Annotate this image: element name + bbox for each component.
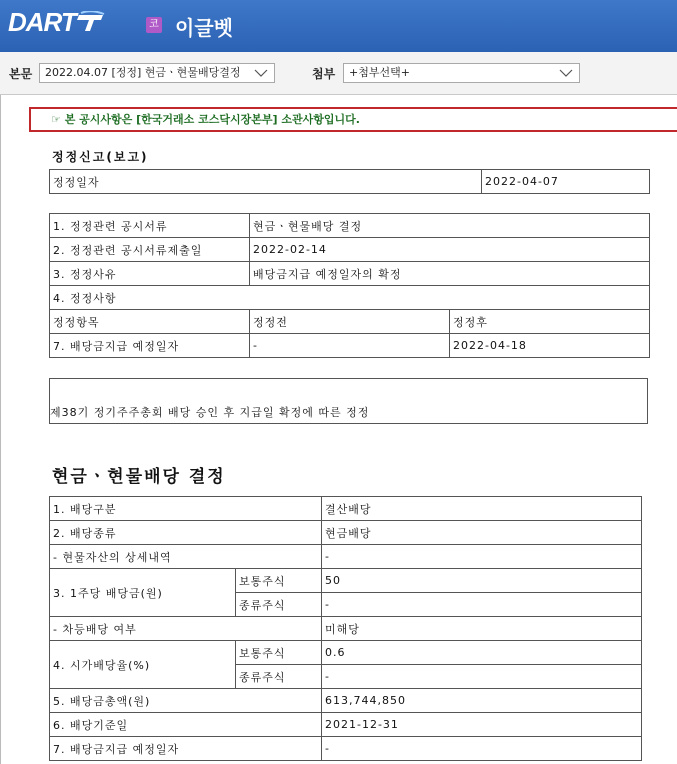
- correction-remark-box: [49, 378, 648, 424]
- cell-label: 7. 배당금지급 예정일자: [50, 737, 322, 761]
- chevron-down-icon: [254, 68, 268, 78]
- cell-label: 7. 배당금지급 예정일자: [50, 334, 250, 358]
- column-header: 정정전: [250, 310, 450, 334]
- table-row: [50, 641, 642, 665]
- cell-label: 1. 배당구분: [50, 497, 322, 521]
- logo-swoosh-icon: [77, 11, 105, 33]
- cell-label: 3. 1주당 배당금(원): [50, 569, 236, 617]
- cell-label: 4. 시가배당율(%): [50, 641, 236, 689]
- main-doc-select-value: 2022.04.07 [정정] 현금ㆍ현물배당결정: [45, 66, 241, 79]
- table-row: [50, 737, 642, 761]
- main-doc-label: 본문: [9, 67, 33, 81]
- cell-label: 6. 배당기준일: [50, 713, 322, 737]
- cell-value: -: [322, 737, 642, 761]
- table-row: [50, 545, 642, 569]
- corp-class-badge: 코: [146, 17, 162, 33]
- cell-value: 현금배당: [322, 521, 642, 545]
- correction-detail-table: [49, 213, 650, 358]
- table-row: [50, 521, 642, 545]
- table-row: [50, 569, 642, 593]
- table-row: [50, 689, 642, 713]
- table-row: [50, 286, 650, 310]
- cell-value: 613,744,850: [322, 689, 642, 713]
- cell-label: 5. 배당금총액(원): [50, 689, 322, 713]
- cell-sublabel: 보통주식: [236, 641, 322, 665]
- dividend-title: 현금ㆍ현물배당 결정: [52, 467, 226, 487]
- cell-label: - 현물자산의 상세내역: [50, 545, 322, 569]
- cell-value: 0.6: [322, 641, 642, 665]
- table-row: [50, 713, 642, 737]
- correction-date-table: [49, 169, 650, 194]
- cell-label: 2. 정정관련 공시서류제출일: [50, 238, 250, 262]
- correction-date-value: 2022-04-07: [482, 170, 650, 194]
- cell-label: 3. 정정사유: [50, 262, 250, 286]
- cell-sublabel: 종류주식: [236, 593, 322, 617]
- attachment-select-value: +첨부선택+: [349, 66, 410, 79]
- correction-remark: 제38기 정기주주총회 배당 승인 후 지급일 확정에 따른 정정: [50, 406, 370, 419]
- table-row: [50, 497, 642, 521]
- table-row: [50, 262, 650, 286]
- cell-before: -: [250, 334, 450, 358]
- cell-value: 2022-02-14: [250, 238, 650, 262]
- main-doc-select[interactable]: [39, 63, 275, 83]
- cell-value: -: [322, 545, 642, 569]
- cell-value: 배당금지급 예정일자의 확정: [250, 262, 650, 286]
- table-row: [50, 170, 650, 194]
- attachment-select[interactable]: [343, 63, 580, 83]
- cell-label: - 차등배당 여부: [50, 617, 322, 641]
- document-toolbar: [0, 52, 677, 95]
- column-header: 정정후: [450, 310, 650, 334]
- cell-value: 미해당: [322, 617, 642, 641]
- cell-value: -: [322, 593, 642, 617]
- cell-after: 2022-04-18: [450, 334, 650, 358]
- table-row: [50, 334, 650, 358]
- cell-label: 4. 정정사항: [50, 286, 650, 310]
- dividend-table: [49, 496, 642, 761]
- company-name: 이글벳: [175, 16, 233, 40]
- cell-value: 결산배당: [322, 497, 642, 521]
- table-row: [50, 238, 650, 262]
- cell-value: -: [322, 665, 642, 689]
- logo-text: DART: [8, 6, 76, 37]
- cell-sublabel: 종류주식: [236, 665, 322, 689]
- attachment-label: 첨부: [312, 67, 336, 81]
- column-header: 정정항목: [50, 310, 250, 334]
- header: [0, 0, 677, 52]
- table-row: [50, 214, 650, 238]
- cell-value: 현금ㆍ현물배당 결정: [250, 214, 650, 238]
- chevron-down-icon: [559, 68, 573, 78]
- cell-label: 2. 배당종류: [50, 521, 322, 545]
- table-row: [50, 617, 642, 641]
- table-row: [50, 310, 650, 334]
- correction-title: 정정신고(보고): [52, 150, 149, 164]
- jurisdiction-notice: ☞ 본 공시사항은 [한국거래소 코스닥시장본부] 소관사항입니다.: [29, 107, 677, 132]
- cell-label: 1. 정정관련 공시서류: [50, 214, 250, 238]
- cell-sublabel: 보통주식: [236, 569, 322, 593]
- cell-value: 2021-12-31: [322, 713, 642, 737]
- cell-value: 50: [322, 569, 642, 593]
- correction-date-label: 정정일자: [50, 170, 482, 194]
- dart-logo[interactable]: [8, 8, 105, 36]
